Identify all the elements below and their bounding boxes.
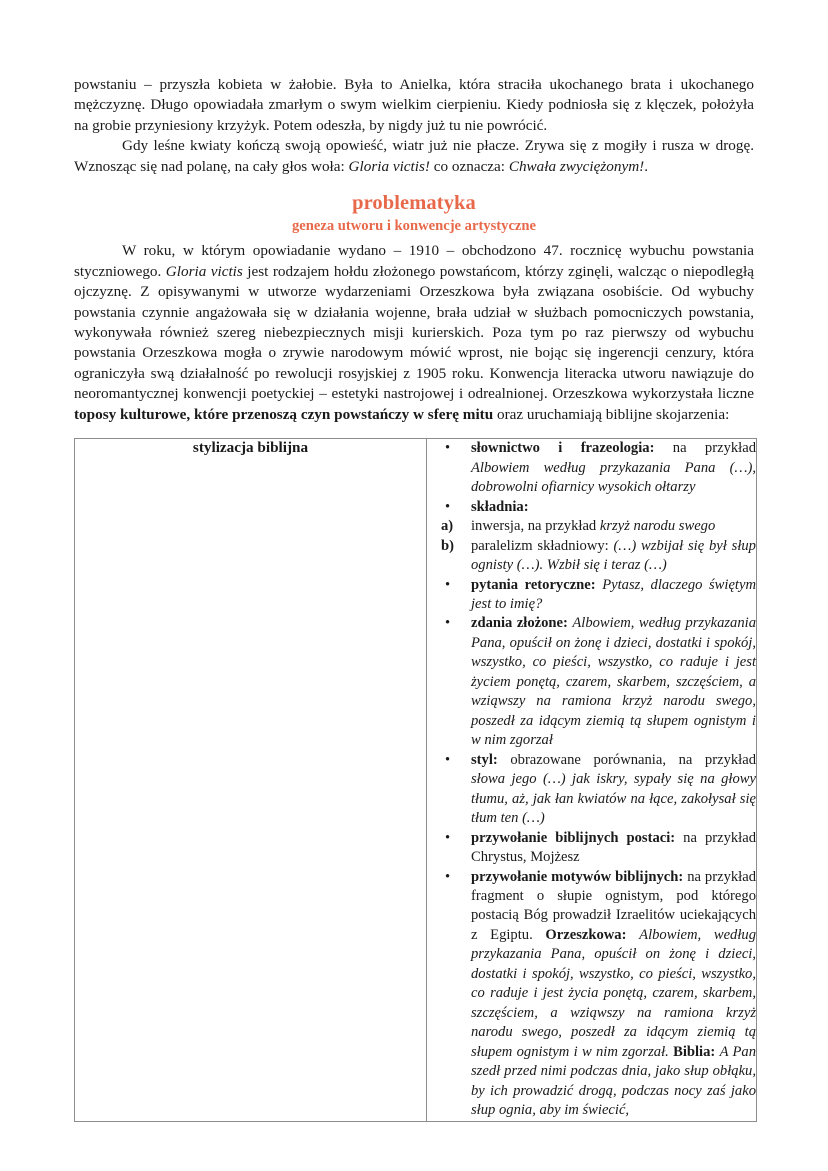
italic-run: Gloria victis! bbox=[348, 157, 430, 175]
list-item-bullet bbox=[427, 751, 756, 829]
paragraph-1 bbox=[74, 75, 754, 136]
cell-title: stylizacja biblijna bbox=[192, 439, 309, 457]
italic-run: A Pan szedł przed nimi podczas dnia, jako słup obłąku, by ich prowadzić drogą, podczas nocy zaś jako słup ognia, aby im świecić, bbox=[471, 1043, 757, 1119]
page-subtitle: geneza utworu i konwencje artystyczne bbox=[292, 217, 536, 234]
alpha-marker: a) bbox=[441, 518, 454, 535]
bullet-marker: • bbox=[445, 440, 451, 457]
text-run: inwersja, na przykład bbox=[471, 518, 600, 535]
italic-run: Albowiem, według przykazania Pana, opuścił on żonę i dzieci, dostatki i spokój, wszystko, co pieści, wszystko, co raduje i jest życia ponętą, czarem, skarbem, szczęściem, a wziąwszy na ramiona krzyż narodu swego, poszedł za idącym ziemią tą słupem ognistym i w nim zgorzał. bbox=[471, 926, 757, 1060]
list-item-bullet bbox=[427, 614, 756, 750]
list-item-text bbox=[471, 868, 756, 1121]
bullet-marker: • bbox=[445, 615, 451, 632]
bullet-marker: • bbox=[445, 576, 451, 593]
paragraph-2 bbox=[74, 136, 754, 177]
bold-run: Biblia: bbox=[673, 1043, 716, 1060]
italic-run: Albowiem, według przykazania Pana, opuścił on żonę i dzieci, dostatki i spokój, wszystko, co pieści, wszystko, co raduje i jest życiem ponętą, czarem, skarbem, szczęściem, a wziąwszy na ramiona krzyż narodu swego, poszedł za idącym ziemią tą słupem ognistym i w nim zgorzał bbox=[471, 615, 756, 749]
list-item-text bbox=[471, 751, 756, 829]
features-list bbox=[427, 439, 756, 1120]
text-run: W roku, w którym opowiadanie wydano – 1910 – obchodzono 47. rocznicę wybuchu powstania styczniowego. bbox=[74, 242, 754, 280]
text-run: . bbox=[644, 157, 649, 175]
list-item-text bbox=[471, 517, 756, 536]
bold-run: Orzeszkowa: bbox=[545, 926, 627, 943]
list-item-text bbox=[471, 537, 756, 576]
list-item-bullet bbox=[427, 829, 756, 868]
bold-run: słownictwo i frazeologia: bbox=[471, 440, 655, 457]
text-run: co oznacza: bbox=[429, 157, 509, 175]
list-item-bullet bbox=[427, 498, 756, 517]
text-run: paralelizm składniowy: bbox=[471, 537, 614, 554]
text-run: jest rodzajem hołdu złożonego powstańcom, którzy zginęli, walcząc o niepodległą ojczyznę. Z opisywanymi w utworze wydarzeniami Orzeszkowa była związana osobiście. Od wybuchy powstania czynnie angażowała się w działania wojenne, brała udział w służbach pomocniczych powstania, wykonywała również szereg niebezpiecznych misji kurierskich. Poza tym po raz pierwszy od wybuchu powstania Orzeszkowa mogła o zrywie narodowym mówić wprost, nie bojąc się ingerencji cenzury, która ograniczyła swą działalność po rewolucji rosyjskiej z 1905 roku. Konwencja literacka utworu nawiązuje do neoromantycznej konwencji poetyckiej – estetyki nastrojowej i odrealnionej. Orzeszkowa wykorzystała liczne bbox=[74, 262, 754, 403]
list-item-text bbox=[471, 576, 756, 615]
alpha-marker: b) bbox=[441, 537, 454, 554]
section-heading-block bbox=[74, 191, 754, 235]
list-item-text bbox=[471, 829, 756, 868]
table-cell-left bbox=[75, 439, 427, 1121]
bold-run: toposy kulturowe, które przenoszą czyn powstańczy w sferę mitu bbox=[74, 405, 494, 423]
list-item-bullet bbox=[427, 576, 756, 615]
bullet-marker: • bbox=[445, 868, 451, 885]
list-item-alpha bbox=[427, 517, 756, 536]
bold-run: pytania retoryczne: bbox=[471, 576, 596, 593]
text-run: na przykład fragment o słupie ognistym, pod którego postacią Bóg prowadził Izraelitów uciekających z Egiptu. bbox=[471, 868, 756, 943]
bold-run: składnia: bbox=[471, 498, 529, 515]
text-run: na przykład Chrystus, Mojżesz bbox=[471, 829, 756, 866]
list-item-alpha bbox=[427, 537, 756, 576]
stylization-table bbox=[74, 438, 757, 1121]
bullet-marker: • bbox=[445, 751, 451, 768]
list-item-bullet bbox=[427, 439, 756, 497]
text-run: powstaniu – przyszła kobieta w żałobie. Była to Anielka, która straciła ukochanego brata i ukochanego mężczyznę. Długo opowiadała zmarłym o swym wielkim cierpieniu. Kiedy podniosła się z klęczek, położyła na grobie przyniesiony krzyżyk. Potem odeszła, by nigdy już tu nie powrócić. bbox=[74, 76, 754, 134]
italic-run: słowa jego (…) jak iskry, sypały się na głowy tłumu, aż, jak łan kwiatów na łące, zakołysał się tłum ten (…) bbox=[471, 771, 756, 827]
italic-run: Albowiem według przykazania Pana (…), dobrowolni ofiarnicy wysokich ołtarzy bbox=[471, 459, 756, 496]
italic-run: (…) wzbijał się był słup ognisty (…). Wzbił się i teraz (…) bbox=[471, 537, 756, 574]
bullet-marker: • bbox=[445, 498, 451, 515]
text-run bbox=[626, 927, 639, 943]
list-item-text bbox=[471, 614, 756, 750]
table-cell-right bbox=[427, 439, 757, 1121]
paragraph-3 bbox=[74, 241, 754, 425]
bullet-marker: • bbox=[445, 829, 451, 846]
italic-run: Pytasz, dlaczego świętym jest to imię? bbox=[471, 576, 756, 612]
bold-run: przywołanie motywów biblijnych: bbox=[471, 868, 684, 885]
bold-run: styl: bbox=[471, 751, 498, 768]
text-run: obrazowane porównania, na przykład bbox=[497, 751, 756, 768]
bold-run: przywołanie biblijnych postaci: bbox=[471, 829, 676, 846]
list-item-bullet bbox=[427, 868, 756, 1121]
text-run: na przykład bbox=[654, 440, 756, 457]
italic-run: Gloria victis bbox=[165, 262, 243, 280]
list-item-text bbox=[471, 439, 756, 497]
italic-run: Chwała zwyciężonym! bbox=[508, 157, 645, 175]
italic-run: krzyż narodu swego bbox=[599, 518, 716, 535]
text-run: Gdy leśne kwiaty kończą swoją opowieść, wiatr już nie płacze. Zrywa się z mogiły i rusza w drogę. Wznosząc się nad polanę, na cały głos woła: bbox=[74, 137, 754, 175]
table-row bbox=[75, 439, 757, 1121]
list-item-text bbox=[471, 498, 756, 517]
text-run: oraz uruchamiają biblijne skojarzenia: bbox=[493, 405, 730, 423]
bold-run: zdania złożone: bbox=[471, 615, 568, 632]
page-title: problematyka bbox=[352, 192, 476, 215]
